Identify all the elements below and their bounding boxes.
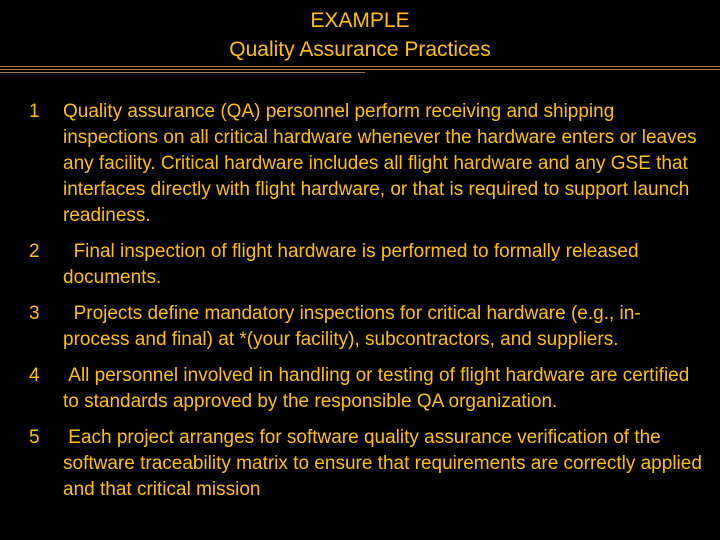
- list-item: [0, 99, 720, 229]
- title-line-1: EXAMPLE: [310, 9, 410, 32]
- list-item: [0, 239, 720, 291]
- item-text: All personnel involved in handling or testing of flight hardware are certified to standards approved by the responsible QA organization.: [63, 365, 695, 412]
- title-divider: [0, 66, 720, 75]
- item-number: 1: [29, 101, 40, 122]
- item-number: 5: [29, 427, 40, 448]
- item-text: Projects define mandatory inspections for critical hardware (e.g., in-process and final) at *(your facility), subcontractors, and suppliers.: [63, 303, 641, 350]
- item-number: 2: [29, 241, 40, 262]
- divider-line: [0, 72, 365, 73]
- item-text: Each project arranges for software quality assurance verification of the software traceability matrix to ensure that requirements are correctly applied and that critical mission: [63, 427, 708, 500]
- practice-list: [0, 99, 720, 513]
- divider-line: [0, 66, 720, 67]
- item-number: 4: [29, 365, 40, 386]
- slide-title: [0, 6, 720, 64]
- list-item: [0, 425, 720, 503]
- item-number: 3: [29, 303, 40, 324]
- item-text: Quality assurance (QA) personnel perform receiving and shipping inspections on all critical hardware whenever the hardware enters or leaves any facility. Critical hardware includes all flight hardware and any GSE that interfaces directly with flight hardware, or that is required to support launch readiness.: [63, 101, 697, 226]
- title-line-2: Quality Assurance Practices: [229, 38, 491, 61]
- item-text: Final inspection of flight hardware is performed to formally released documents.: [63, 241, 644, 288]
- list-item: [0, 363, 720, 415]
- divider-line: [0, 69, 720, 70]
- list-item: [0, 301, 720, 353]
